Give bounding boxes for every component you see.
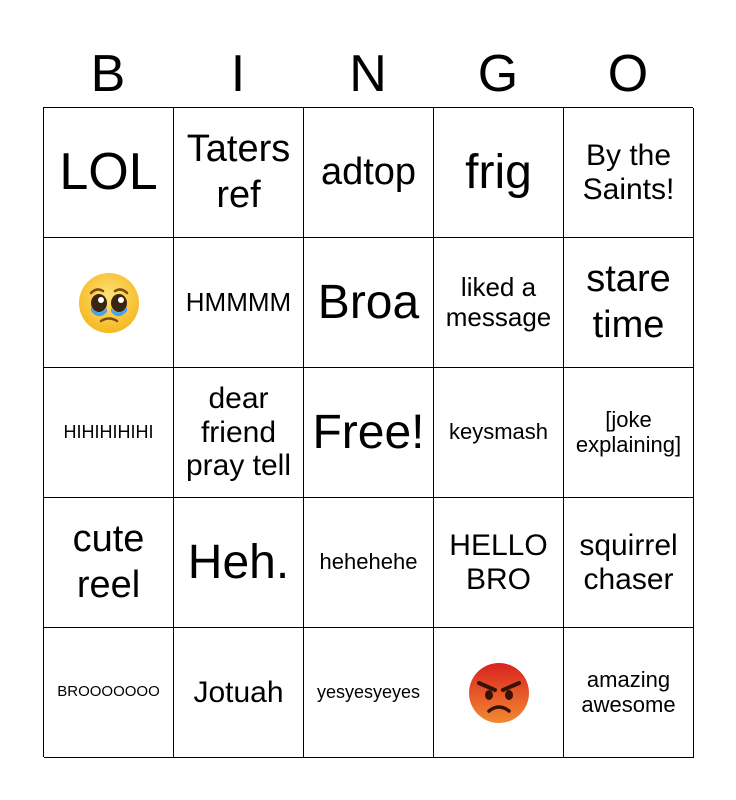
- angry-face-icon: [467, 661, 531, 725]
- bingo-cell[interactable]: squirrel chaser: [564, 498, 694, 628]
- bingo-cell[interactable]: liked a message: [434, 238, 564, 368]
- bingo-cell[interactable]: HIHIHIHIHI: [44, 368, 174, 498]
- pleading-face-with-tears-icon: [77, 271, 141, 335]
- header-letter-b: B: [90, 45, 126, 103]
- bingo-cell[interactable]: HELLO BRO: [434, 498, 564, 628]
- bingo-header: [43, 40, 693, 108]
- bingo-cell[interactable]: frig: [434, 108, 564, 238]
- bingo-cell[interactable]: By the Saints!: [564, 108, 694, 238]
- bingo-cell[interactable]: Jotuah: [174, 628, 304, 758]
- bingo-cell[interactable]: Free!: [304, 368, 434, 498]
- bingo-cell[interactable]: cute reel: [44, 498, 174, 628]
- header-letter-g: G: [477, 45, 519, 103]
- bingo-cell[interactable]: [joke explaining]: [564, 368, 694, 498]
- bingo-cell[interactable]: dear friend pray tell: [174, 368, 304, 498]
- header-letter-n: N: [349, 45, 387, 103]
- bingo-cell[interactable]: LOL: [44, 108, 174, 238]
- bingo-cell[interactable]: Taters ref: [174, 108, 304, 238]
- bingo-cell[interactable]: [44, 238, 174, 368]
- bingo-cell[interactable]: stare time: [564, 238, 694, 368]
- bingo-cell[interactable]: HMMMM: [174, 238, 304, 368]
- bingo-grid: [43, 107, 693, 757]
- bingo-cell[interactable]: keysmash: [434, 368, 564, 498]
- bingo-cell[interactable]: [434, 628, 564, 758]
- header-letter-o: O: [607, 45, 649, 103]
- bingo-cell[interactable]: Broa: [304, 238, 434, 368]
- bingo-cell[interactable]: yesyesyeyes: [304, 628, 434, 758]
- bingo-cell[interactable]: Heh.: [174, 498, 304, 628]
- bingo-cell[interactable]: adtop: [304, 108, 434, 238]
- bingo-cell[interactable]: BROOOOOOO: [44, 628, 174, 758]
- header-letter-i: I: [230, 45, 246, 103]
- bingo-cell[interactable]: hehehehe: [304, 498, 434, 628]
- bingo-cell[interactable]: amazing awesome: [564, 628, 694, 758]
